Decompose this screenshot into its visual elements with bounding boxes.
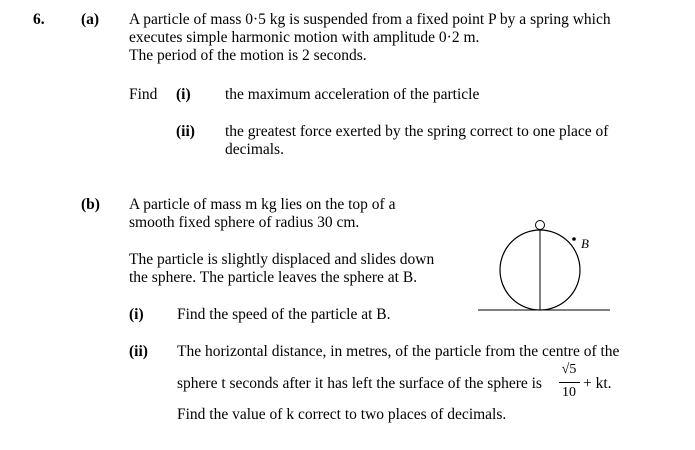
part-a-sub-ii-line-1: the greatest force exerted by the spring correct to one place of xyxy=(225,123,609,140)
part-a-sub-ii-label: (ii) xyxy=(176,123,195,140)
part-a-intro-line-3: The period of the motion is 2 seconds. xyxy=(129,47,367,64)
part-b-intro-line-1: A particle of mass m kg lies on the top of a xyxy=(129,196,396,213)
point-b-marker xyxy=(572,237,576,241)
part-b-sub-ii-line-2-end: + kt. xyxy=(583,375,612,392)
part-a-sub-i-label: (i) xyxy=(176,86,191,103)
part-a-intro-line-2: executes simple harmonic motion with amplitude 0·2 m. xyxy=(129,29,480,46)
particle-marker xyxy=(536,221,545,230)
sphere-diagram xyxy=(470,208,620,314)
part-a-sub-i-text: the maximum acceleration of the particle xyxy=(225,86,480,103)
part-a-label: (a) xyxy=(81,11,100,28)
part-b-sub-ii-line-2: sphere t seconds after it has left the surface of the sphere is xyxy=(177,375,542,392)
part-a-sub-ii-line-2: decimals. xyxy=(225,141,284,158)
part-b-sub-i-text: Find the speed of the particle at B. xyxy=(177,306,391,323)
find-label: Find xyxy=(129,86,158,103)
fraction-numerator: √5 xyxy=(561,362,577,377)
fraction-bar xyxy=(559,382,580,383)
part-b-intro-line-2: smooth fixed sphere of radius 30 cm. xyxy=(129,214,360,231)
part-b-sub-i-label: (i) xyxy=(129,306,144,323)
part-b-sub-ii-line-1: The horizontal distance, in metres, of the particle from the centre of the xyxy=(177,343,620,360)
question-number: 6. xyxy=(33,11,45,28)
point-b-label: B xyxy=(581,236,589,251)
part-b-slide-line-1: The particle is slightly displaced and slides down xyxy=(129,251,435,268)
part-b-sub-ii-line-3: Find the value of k correct to two places of decimals. xyxy=(177,406,507,423)
fraction-denominator: 10 xyxy=(562,385,576,400)
part-b-label: (b) xyxy=(81,196,100,213)
part-b-sub-ii-label: (ii) xyxy=(129,343,148,360)
part-a-intro-line-1: A particle of mass 0·5 kg is suspended from a fixed point P by a spring which xyxy=(129,11,611,28)
part-b-slide-line-2: the sphere. The particle leaves the sphere at B. xyxy=(129,269,418,286)
